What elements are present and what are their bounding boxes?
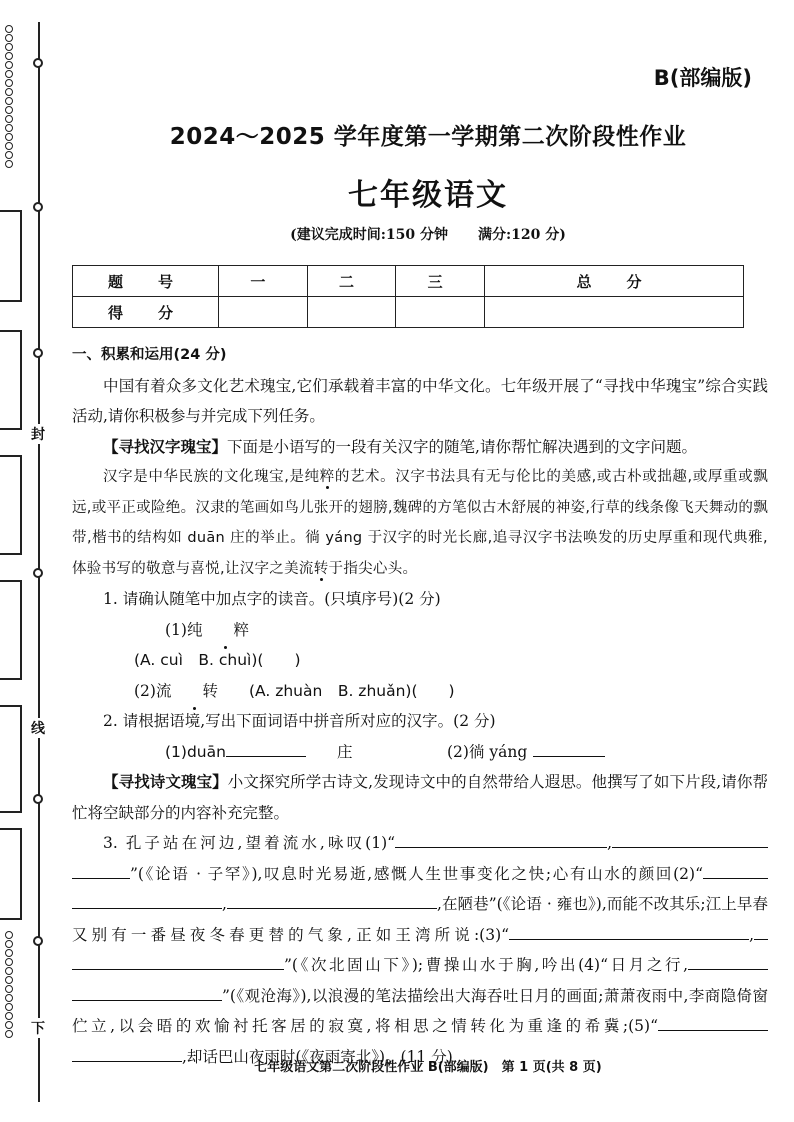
info-box: [0, 828, 22, 920]
item-text: (2)徜 yáng: [447, 742, 528, 761]
answer-blank[interactable]: [688, 951, 768, 970]
info-box: [0, 705, 22, 813]
task-text: 小文探究所学古诗文,发现诗文中的自然带给人遐思。他撰写了如下片段,请你帮忙将空缺部分的内容补充完整。: [72, 773, 768, 822]
answer-paren[interactable]: (A. cuì B. chuì)( ): [134, 651, 301, 669]
answer-blank[interactable]: [72, 982, 222, 1001]
score-table-header: [73, 266, 744, 297]
score-info: 满分:120 分): [478, 227, 566, 243]
answer-blank[interactable]: [226, 738, 306, 757]
answer-blank[interactable]: [612, 829, 768, 848]
item-b: [385, 737, 605, 768]
pinyin: yáng: [325, 530, 363, 546]
task-text: 下面是小语写的一段有关汉字的随笔,请你帮忙解决遇到的文字问题。: [227, 437, 697, 456]
question-text: ,在陋巷”(《论语 · 雍也》),而能不改其乐;江上早春又别有一番昼夜冬春更替的气象,正如王湾所说:(3)“: [72, 895, 768, 944]
binding-dot: [33, 202, 43, 212]
score-cell[interactable]: [396, 297, 485, 328]
task-hanzi: [72, 432, 768, 463]
section-title: 一、积累和运用(24 分): [72, 347, 227, 363]
binding-dot: [33, 58, 43, 68]
binding-dot: [33, 348, 43, 358]
binding-dot: [33, 568, 43, 578]
margin-label-line: 线: [31, 718, 45, 738]
header-cell: 一: [219, 266, 308, 297]
answer-blank[interactable]: [72, 890, 222, 909]
item-a: [103, 737, 385, 768]
question-2-stem: 2. 请根据语境,写出下面词语中拼音所对应的汉字。(2 分): [103, 712, 496, 730]
margin-label-under: 下: [31, 1018, 45, 1038]
item-text: 庄: [336, 742, 353, 761]
section-one: [72, 340, 768, 1072]
answer-blank[interactable]: [509, 921, 749, 940]
header-cell: 题 号: [73, 266, 219, 297]
section-intro: 中国有着众多文化艺术瑰宝,它们承载着丰富的中华文化。七年级开展了“寻找中华瑰宝”综合实践活动,请你积极参与并完成下列任务。: [72, 376, 768, 425]
essay-text: 于指尖心头。: [328, 560, 418, 577]
info-box: [0, 455, 22, 555]
dotted-char: 粹: [319, 469, 335, 485]
question-1-stem: 1. 请确认随笔中加点字的读音。(只填序号)(2 分): [103, 590, 441, 608]
answer-blank[interactable]: [72, 951, 284, 970]
task-tag: 【寻找诗文瑰宝】: [103, 773, 228, 791]
option-b: [72, 676, 455, 707]
subject-title: 七年级语文: [348, 178, 508, 213]
question-text: ,却话巴山夜雨时(《夜雨寄北》)。(11 分): [182, 1047, 453, 1066]
info-box: [0, 210, 22, 302]
time-info: (建议完成时间:150 分钟: [290, 227, 448, 243]
header-cell: 总 分: [484, 266, 743, 297]
essay-text: 的艺术。汉字书法具有无与伦比的美感,或古朴或拙趣,或厚重或飘远,或平正或险绝。汉隶的笔画如鸟儿张开的翅膀,魏碑的方笔似古木舒展的神姿,行草的线条像飞天舞动的飘带,楷书的结构如: [72, 469, 768, 546]
edition-label: B(部编版): [653, 66, 752, 90]
answer-blank[interactable]: [72, 860, 130, 879]
binding-holes-top: [4, 24, 18, 168]
question-text: ”(《观沧海》),以浪漫的笔法描绘出大海吞吐日月的画面;萧萧夜雨中,李商隐倚窗伫立,以会晤的欢愉衬托客居的寂寞,将相思之情转化为重逢的希冀;(5)“: [72, 986, 768, 1035]
score-cell[interactable]: [484, 297, 743, 328]
essay-text: 汉字是中华民族的文化瑰宝,是纯: [103, 469, 320, 485]
binding-dot: [33, 936, 43, 946]
dotted-char: 粹: [202, 615, 249, 646]
task-poetry: [72, 767, 768, 828]
answer-blank[interactable]: [703, 860, 768, 879]
pinyin: duān: [187, 530, 226, 546]
answer-blank[interactable]: [533, 738, 605, 757]
answer-blank[interactable]: [227, 890, 437, 909]
question-1-options: [72, 615, 768, 707]
dotted-char: 转: [171, 676, 218, 707]
score-cell[interactable]: [307, 297, 396, 328]
info-box: [0, 330, 22, 430]
question-text: 3. 孔子站在河边,望着流水,咏叹(1)“: [103, 834, 396, 852]
dotted-char: 转: [313, 560, 329, 577]
exam-info: [62, 224, 794, 244]
question-2-items: [72, 737, 768, 768]
row-label: 得 分: [73, 297, 219, 328]
question-3: 3. 孔子站在河边,望着流水,咏叹(1)“ ,”(《论语 · 子罕》),叹息时光易逝,感慨人生世事变化之快;心有山水的颜回(2)“, ,在陋巷”(《论语 · 雍也》),而能不改其乐;江上早春又别有一番昼夜冬春更替的气象,正如王湾所说:(3)“ ,”(《次北固山下》);曹操山水于胸,吟出(4)“日月之行,”(《观沧海》),以浪漫的笔法描绘出大海吞吐日月的画面;萧萧夜雨中,李商隐倚窗伫立,以会晤的欢愉衬托客居的寂寞,将相思之情转化为重逢的希冀;(5)“,却话巴山夜雨时(《夜雨寄北》)。(11 分): [72, 828, 768, 1072]
binding-holes-bottom: [4, 930, 18, 1038]
answer-blank[interactable]: [754, 921, 768, 940]
binding-margin: [0, 0, 62, 1122]
score-table-row: [73, 297, 744, 328]
answer-paren[interactable]: (A. zhuàn B. zhuǎn)( ): [248, 681, 455, 700]
exam-title: 2024～2025 学年度第一学期第二次阶段性作业: [169, 124, 687, 150]
page-footer: 七年级语文第二次阶段性作业 B(部编版) 第 1 页(共 8 页): [254, 1060, 602, 1075]
header-cell: 三: [396, 266, 485, 297]
score-cell[interactable]: [219, 297, 308, 328]
score-table: [72, 265, 744, 328]
question-text: ”(《论语 · 子罕》),叹息时光易逝,感慨人生世事变化之快;心有山水的颜回(2)“: [130, 864, 703, 883]
binding-dot: [33, 794, 43, 804]
header-cell: 二: [307, 266, 396, 297]
item-text: (1)duān: [165, 742, 226, 761]
question-text: ”(《次北固山下》);曹操山水于胸,吟出(4)“日月之行,: [284, 956, 688, 974]
margin-label-seal: 封: [31, 424, 45, 444]
option-text: (2)流: [134, 681, 172, 700]
task-tag: 【寻找汉字瑰宝】: [103, 437, 228, 456]
essay-paragraph: [72, 462, 768, 584]
option-text: (1)纯: [165, 620, 203, 639]
option-a: [103, 615, 388, 676]
info-box: [0, 580, 22, 680]
essay-text: 庄的举止。徜: [230, 530, 321, 546]
answer-blank[interactable]: [395, 829, 607, 848]
essay-text: 于汉字的时光长廊,追寻汉字书法唤发的历史厚重和现代典雅,体验书写的敬意与喜悦,让汉字之美流: [72, 530, 768, 577]
answer-blank[interactable]: [658, 1012, 768, 1031]
